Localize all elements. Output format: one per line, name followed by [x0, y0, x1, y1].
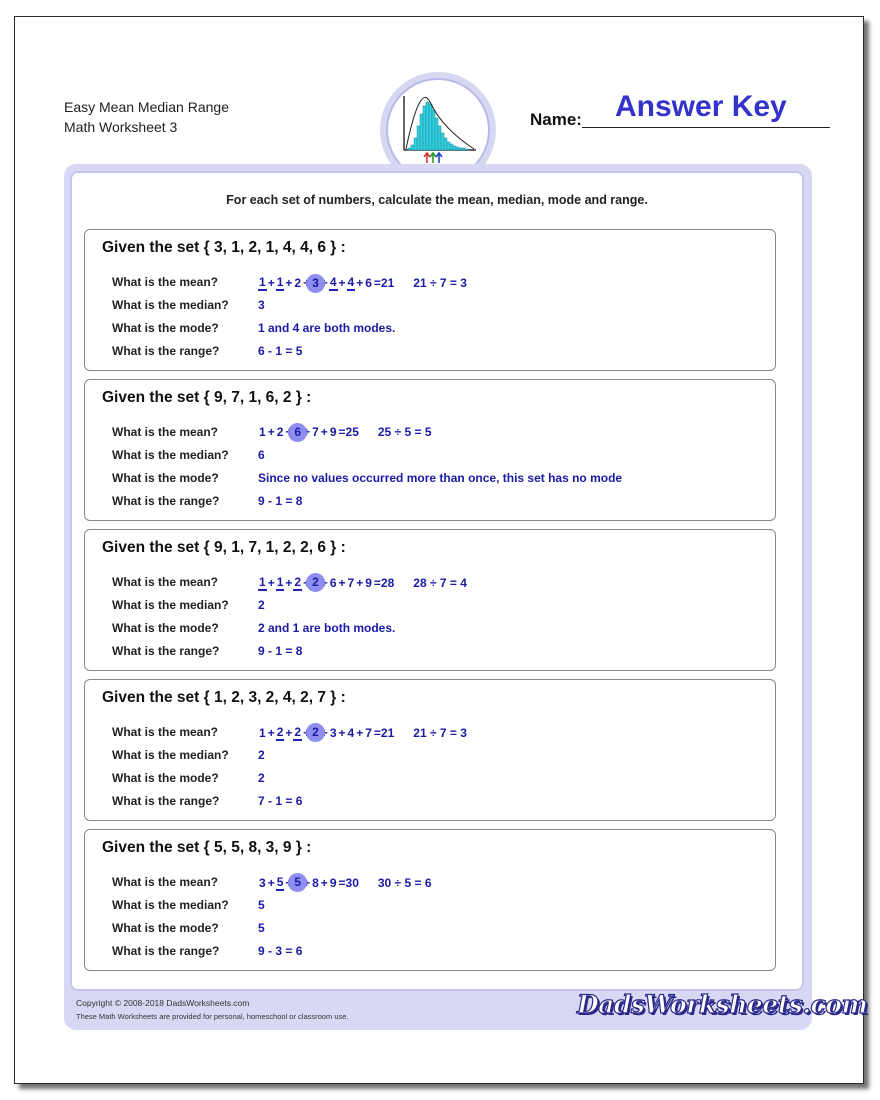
mean-answer	[258, 875, 432, 891]
sum-term: 3	[259, 876, 266, 890]
range-answer: 9 - 3 = 6	[258, 944, 303, 958]
median-answer: 2	[258, 598, 265, 612]
median-question: What is the median?	[112, 898, 229, 912]
plus-sign: +	[285, 726, 293, 740]
sum-term: 2	[276, 425, 284, 439]
range-question: What is the range?	[112, 794, 220, 808]
problem-set-title: Given the set { 1, 2, 3, 2, 4, 2, 7 } :	[102, 689, 346, 706]
sum-term: 7	[312, 425, 319, 439]
mean-division: 25 ÷ 5 = 5	[377, 425, 432, 439]
mode-question: What is the mode?	[112, 621, 219, 635]
sum-term: 2	[294, 276, 302, 290]
sum-total: 30	[345, 876, 359, 890]
mode-term: 2	[294, 575, 302, 589]
mode-term: 1	[259, 575, 266, 589]
problem-box	[84, 529, 776, 671]
copyright-text: Copyright © 2008-2018 DadsWorksheets.com	[76, 998, 250, 1008]
mean-question: What is the mean?	[112, 425, 219, 439]
mode-question: What is the mode?	[112, 771, 219, 785]
problem-set-title: Given the set { 9, 7, 1, 6, 2 } :	[102, 389, 312, 406]
equals-sign: =	[373, 276, 381, 290]
mode-term: 4	[329, 275, 337, 289]
equals-sign: =	[338, 876, 346, 890]
range-question: What is the range?	[112, 494, 220, 508]
instructions: For each set of numbers, calculate the mean, median, mode and range.	[226, 193, 648, 207]
histogram-bell-curve-icon	[394, 88, 482, 168]
median-question: What is the median?	[112, 298, 229, 312]
range-answer: 9 - 1 = 8	[258, 494, 303, 508]
plus-sign: +	[338, 726, 346, 740]
sum-total: 25	[345, 425, 359, 439]
plus-sign: +	[303, 876, 311, 890]
median-question: What is the median?	[112, 448, 229, 462]
plus-sign: +	[320, 876, 328, 890]
plus-sign: +	[320, 726, 328, 740]
sum-term: 1	[259, 425, 266, 439]
median-answer: 2	[258, 748, 265, 762]
plus-sign: +	[303, 276, 311, 290]
sum-term: 1	[259, 726, 266, 740]
equals-sign: =	[373, 576, 381, 590]
range-answer: 6 - 1 = 5	[258, 344, 303, 358]
range-answer: 7 - 1 = 6	[258, 794, 303, 808]
median-term: 6	[294, 425, 302, 439]
plus-sign: +	[267, 425, 275, 439]
plus-sign: +	[356, 726, 364, 740]
mean-question: What is the mean?	[112, 875, 219, 889]
plus-sign: +	[320, 576, 328, 590]
range-question: What is the range?	[112, 344, 220, 358]
mode-question: What is the mode?	[112, 921, 219, 935]
problem-set-title: Given the set { 9, 1, 7, 1, 2, 2, 6 } :	[102, 539, 346, 556]
plus-sign: +	[285, 276, 293, 290]
mean-division: 21 ÷ 7 = 3	[413, 726, 467, 740]
mean-question: What is the mean?	[112, 725, 219, 739]
median-term: 5	[294, 875, 302, 889]
name-field[interactable]	[582, 127, 830, 128]
plus-sign: +	[356, 576, 364, 590]
mean-question: What is the mean?	[112, 575, 219, 589]
mode-question: What is the mode?	[112, 471, 219, 485]
plus-sign: +	[267, 276, 275, 290]
mean-division: 21 ÷ 7 = 3	[413, 276, 467, 290]
sum-total: 21	[380, 726, 395, 740]
mode-term: 5	[276, 875, 284, 889]
sum-term: 7	[347, 576, 355, 590]
equals-sign: =	[338, 425, 346, 439]
worksheet-title	[64, 97, 229, 137]
problem-box	[84, 679, 776, 821]
mode-term: 1	[276, 575, 284, 589]
median-term: 3	[312, 276, 319, 290]
answer-key-text: Answer Key	[615, 90, 787, 123]
mean-answer	[258, 425, 432, 439]
problem-box	[84, 829, 776, 971]
sum-term: 6	[329, 576, 337, 590]
mode-term: 2	[294, 725, 302, 739]
mean-answer	[258, 725, 467, 741]
plus-sign: +	[356, 276, 364, 290]
plus-sign: +	[267, 876, 275, 890]
title-line-1: Easy Mean Median Range	[64, 99, 229, 115]
plus-sign: +	[320, 425, 328, 439]
median-answer: 5	[258, 898, 265, 912]
sum-term: 9	[329, 425, 337, 439]
plus-sign: +	[285, 576, 293, 590]
equals-sign: =	[373, 726, 381, 740]
range-answer: 9 - 1 = 8	[258, 644, 303, 658]
plus-sign: +	[267, 726, 275, 740]
mode-answer: 2	[258, 771, 265, 785]
plus-sign: +	[338, 576, 346, 590]
problem-set-title: Given the set { 5, 5, 8, 3, 9 } :	[102, 839, 312, 856]
mean-answer	[258, 275, 467, 291]
plus-sign: +	[303, 726, 311, 740]
mean-division: 28 ÷ 7 = 4	[413, 576, 467, 590]
sum-term: 9	[329, 876, 337, 890]
range-question: What is the range?	[112, 644, 220, 658]
sum-term: 7	[365, 726, 372, 740]
median-term: 2	[312, 725, 319, 739]
mode-answer: 5	[258, 921, 265, 935]
range-question: What is the range?	[112, 944, 220, 958]
mode-term: 2	[276, 725, 284, 739]
median-answer: 3	[258, 298, 265, 312]
mode-term: 1	[276, 275, 284, 289]
problem-box	[84, 229, 776, 371]
mode-question: What is the mode?	[112, 321, 219, 335]
mode-answer: 1 and 4 are both modes.	[258, 321, 396, 335]
plus-sign: +	[303, 425, 311, 439]
sum-term: 3	[329, 726, 337, 740]
plus-sign: +	[267, 576, 275, 590]
mode-answer: Since no values occurred more than once, this set has no mode	[258, 471, 623, 485]
mean-question: What is the mean?	[112, 275, 219, 289]
usage-note: These Math Worksheets are provided for personal, homeschool or classroom use.	[76, 1012, 349, 1021]
median-answer: 6	[258, 448, 265, 462]
plus-sign: +	[320, 276, 328, 290]
plus-sign: +	[285, 425, 293, 439]
median-term: 2	[312, 575, 319, 589]
sum-total: 28	[380, 576, 395, 590]
problem-set-title: Given the set { 3, 1, 2, 1, 4, 4, 6 } :	[102, 239, 346, 256]
sum-term: 9	[365, 576, 372, 590]
problem-box	[84, 379, 776, 521]
plus-sign: +	[338, 276, 346, 290]
sum-term: 8	[312, 876, 319, 890]
median-question: What is the median?	[112, 748, 229, 762]
title-line-2: Math Worksheet 3	[64, 119, 178, 135]
mode-term: 1	[259, 275, 266, 289]
mode-term: 4	[347, 275, 355, 289]
mode-answer: 2 and 1 are both modes.	[258, 621, 396, 635]
brand-logo[interactable]: DadsWorksheets.com	[577, 990, 868, 1019]
sum-total: 21	[380, 276, 395, 290]
plus-sign: +	[303, 576, 311, 590]
mean-answer	[258, 575, 467, 591]
name-label: Name:	[530, 110, 582, 129]
plus-sign: +	[285, 876, 293, 890]
sum-term: 4	[347, 726, 355, 740]
median-question: What is the median?	[112, 598, 229, 612]
mean-division: 30 ÷ 5 = 6	[377, 876, 432, 890]
sum-term: 6	[365, 276, 372, 290]
